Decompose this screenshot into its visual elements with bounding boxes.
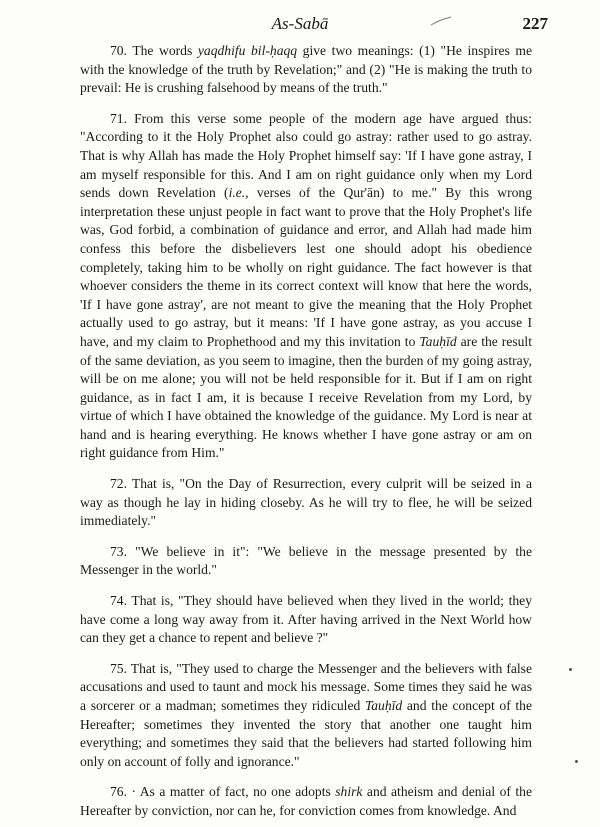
note-74	[80, 592, 532, 648]
margin-speck	[569, 668, 572, 671]
italic-term: Tauḥīd	[419, 333, 457, 349]
margin-speck	[575, 760, 578, 763]
note-71	[80, 110, 532, 463]
note-text: 74. That is, "They should have believed when they lived in the world; they have come a long way away from it. After having arrived in the Next World how can they get a chance to repent and believe ?"	[80, 593, 532, 646]
pen-mark-icon	[430, 16, 452, 26]
italic-term: yaqdhifu bil-ḥaqq	[197, 43, 298, 58]
note-text: 71. From this verse some people of the modern age have argued thus: "According to it the Holy Prophet also could go astray: rather used to go astray. That is why Allah has made the Holy Prophet himself say: 'If I have gone astray, I am myself responsible for this. And I am on right guidance only when my Lord sends down Revelation (	[80, 110, 532, 201]
italic-term: Tauḥīd	[364, 698, 403, 713]
note-75	[80, 660, 532, 772]
note-text: are the result of the same deviation, as you seem to imagine, then the burden of my going astray, will be on me alone; you will not be held responsible for it. But if I am on right guidance, as in fact I am, it is because I receive Revelation from my Lord, by virtue of which I have obtained the knowledge of the guidance. My Lord is near at hand and is hearing everything. He knows whether I have gone astray or am on right guidance from Him."	[80, 333, 532, 461]
note-text: 75. That is, "They used to charge the Messenger and the believers with false accusations and used to taunt and mock his message. Some times they said he was a sorcerer or a madman; sometimes they ridiculed	[80, 660, 532, 713]
note-76	[80, 783, 532, 820]
commentary-notes	[80, 42, 532, 821]
italic-term: shirk	[335, 784, 363, 800]
note-text: 73. "We believe in it": "We believe in the message presented by the Messenger in the world."	[80, 543, 532, 578]
italic-term: i.e.,	[228, 185, 249, 201]
page-header	[40, 10, 560, 38]
note-text: give two meanings: (1) "He inspires me with the knowledge of the truth by Revelation;" and (2) "He is making the truth to prevail: He is crushing falsehood by means of the truth."	[80, 43, 532, 96]
note-text: verses of the Qur'ān) to me." By this wrong interpretation these unjust people in fact want to prove that the Holy Prophet's life was, God forbid, a combination of guidance and error, and Allah had made him confess this before the disbelievers lest one should adopt his obedience completely, taking him to be wholly on right guidance. The fact however is that whoever considers the theme in its correct context will know that here the words, 'If I have gone astray', are not meant to give the meaning that the Holy Prophet actually used to go astray, but it means: 'If I have gone astray, as you accuse I have, and my claim to Prophethood and my this invitation to	[80, 185, 532, 349]
note-text: and atheism and denial of the Hereafter by conviction, nor can he, for conviction comes from knowledge. And	[80, 784, 533, 818]
note-72	[80, 475, 532, 531]
note-text: and the concept of the Hereafter; sometimes they invented the story that another one taught him everything; and sometimes they said that the believers had started following him only on account of folly and ignorance."	[80, 698, 533, 769]
note-text: 70. The words	[110, 43, 198, 58]
page-number: 227	[522, 14, 548, 33]
note-text: 72. That is, "On the Day of Resurrection, every culprit will be seized in a way as though he lay in hiding closeby. As he will try to flee, he will be seized immediately."	[80, 476, 532, 529]
running-title: As-Sabā	[271, 14, 329, 33]
note-73	[80, 543, 532, 580]
note-text: 76. · As a matter of fact, no one adopts	[110, 784, 336, 800]
note-70	[80, 42, 532, 98]
